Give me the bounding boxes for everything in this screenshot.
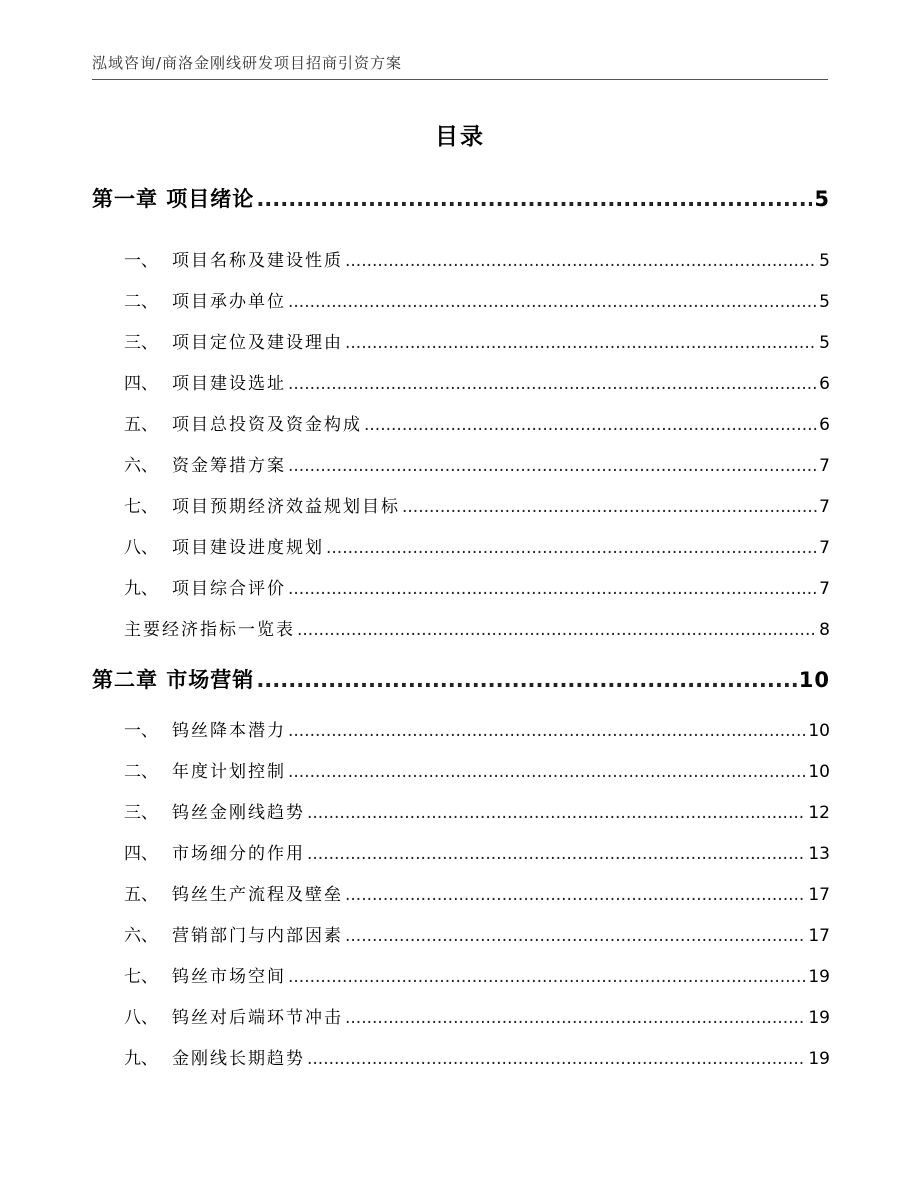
header-divider <box>92 79 828 80</box>
toc-entry[interactable] <box>92 716 830 741</box>
dot-leader <box>364 415 817 435</box>
toc-page-number: 6 <box>819 415 830 435</box>
toc-entry-number: 三、 <box>124 803 158 823</box>
toc-chapter-label: 第一章 项目绪论 <box>92 187 255 211</box>
toc-entry[interactable] <box>92 1044 830 1069</box>
dot-leader <box>307 1049 806 1069</box>
dot-leader <box>288 579 817 599</box>
toc-page-number: 12 <box>808 803 830 823</box>
dot-leader <box>307 803 806 823</box>
toc-entry-label: 钨丝市场空间 <box>172 967 286 987</box>
toc-page-number: 10 <box>808 762 830 782</box>
toc-entry-number: 九、 <box>124 1049 158 1069</box>
dot-leader <box>297 620 817 640</box>
dot-leader <box>288 292 817 312</box>
dot-leader <box>288 762 806 782</box>
dot-leader <box>256 668 796 692</box>
dot-leader <box>288 721 806 741</box>
dot-leader <box>345 1008 806 1028</box>
toc-entry-number: 七、 <box>124 967 158 987</box>
toc-entry-number: 七、 <box>124 497 158 517</box>
toc-entry-label: 项目综合评价 <box>172 579 286 599</box>
toc-entry-number: 四、 <box>124 374 158 394</box>
toc-entry-number: 六、 <box>124 456 158 476</box>
toc-entry-number: 二、 <box>124 292 158 312</box>
toc-page-number: 7 <box>819 579 830 599</box>
toc-page-number: 5 <box>819 292 830 312</box>
toc-page-number: 7 <box>819 538 830 558</box>
toc-page-number: 17 <box>808 885 830 905</box>
toc-entry-label: 项目名称及建设性质 <box>172 251 343 271</box>
toc-entry-label: 资金筹措方案 <box>172 456 286 476</box>
toc-chapter-2[interactable] <box>92 664 830 694</box>
toc-entry-number: 九、 <box>124 579 158 599</box>
toc-entry-label: 主要经济指标一览表 <box>124 620 295 640</box>
toc-entry-number: 六、 <box>124 926 158 946</box>
dot-leader <box>345 333 817 353</box>
dot-leader <box>256 187 812 211</box>
toc-entry-number: 一、 <box>124 251 158 271</box>
toc-entry[interactable] <box>92 451 830 476</box>
toc-entry-label: 金刚线长期趋势 <box>172 1049 305 1069</box>
toc-entry-number: 一、 <box>124 721 158 741</box>
toc-entry-number: 八、 <box>124 1008 158 1028</box>
dot-leader <box>345 885 806 905</box>
toc-page-number: 5 <box>814 187 830 211</box>
toc-page-number: 19 <box>808 1008 830 1028</box>
toc-entry[interactable] <box>92 246 830 271</box>
toc-entry[interactable] <box>92 492 830 517</box>
toc-entry[interactable] <box>92 574 830 599</box>
dot-leader <box>345 926 806 946</box>
toc-title: 目录 <box>435 124 485 150</box>
toc-entry[interactable] <box>92 287 830 312</box>
toc-entry-label: 项目承办单位 <box>172 292 286 312</box>
toc-entry-label: 项目建设选址 <box>172 374 286 394</box>
toc-page-number: 8 <box>819 620 830 640</box>
toc-page-number: 13 <box>808 844 830 864</box>
header-text: 泓域咨询/商洛金刚线研发项目招商引资方案 <box>92 54 403 72</box>
toc-entry-number: 五、 <box>124 885 158 905</box>
toc-entry-label: 钨丝金刚线趋势 <box>172 803 305 823</box>
toc-page-number: 10 <box>798 668 830 692</box>
toc-entry-label: 钨丝生产流程及壁垒 <box>172 885 343 905</box>
toc-entry[interactable] <box>92 369 830 394</box>
toc-entry[interactable] <box>92 328 830 353</box>
toc-entry[interactable] <box>92 839 830 864</box>
toc-entry-label: 钨丝对后端环节冲击 <box>172 1008 343 1028</box>
toc-page-number: 7 <box>819 456 830 476</box>
toc-entry[interactable] <box>92 615 830 640</box>
toc-entry-label: 项目总投资及资金构成 <box>172 415 362 435</box>
toc-page-number: 19 <box>808 967 830 987</box>
toc-entry-number: 五、 <box>124 415 158 435</box>
toc-entry-label: 营销部门与内部因素 <box>172 926 343 946</box>
dot-leader <box>288 456 817 476</box>
toc-entry-label: 项目建设进度规划 <box>172 538 324 558</box>
dot-leader <box>307 844 806 864</box>
toc-entry-label: 年度计划控制 <box>172 762 286 782</box>
toc-page-number: 10 <box>808 721 830 741</box>
toc-entry[interactable] <box>92 757 830 782</box>
dot-leader <box>345 251 817 271</box>
toc-entry[interactable] <box>92 880 830 905</box>
toc-page-number: 5 <box>819 251 830 271</box>
toc-entry[interactable] <box>92 410 830 435</box>
toc-page-number: 17 <box>808 926 830 946</box>
dot-leader <box>326 538 817 558</box>
toc-entry-number: 二、 <box>124 762 158 782</box>
toc-page-number: 6 <box>819 374 830 394</box>
dot-leader <box>402 497 817 517</box>
toc-entry[interactable] <box>92 533 830 558</box>
toc-entry-number: 四、 <box>124 844 158 864</box>
toc-entry-number: 八、 <box>124 538 158 558</box>
toc-page-number: 19 <box>808 1049 830 1069</box>
toc-entry-label: 项目预期经济效益规划目标 <box>172 497 400 517</box>
dot-leader <box>288 374 817 394</box>
toc-chapter-label: 第二章 市场营销 <box>92 668 255 692</box>
toc-entry-number: 三、 <box>124 333 158 353</box>
dot-leader <box>288 967 806 987</box>
toc-entry-label: 项目定位及建设理由 <box>172 333 343 353</box>
toc-chapter-1[interactable] <box>92 183 830 213</box>
toc-entry[interactable] <box>92 962 830 987</box>
toc-page-number: 5 <box>819 333 830 353</box>
toc-entry[interactable] <box>92 1003 830 1028</box>
toc-entry-label: 市场细分的作用 <box>172 844 305 864</box>
toc-entry-label: 钨丝降本潜力 <box>172 721 286 741</box>
toc-entry[interactable] <box>92 798 830 823</box>
toc-entry[interactable] <box>92 921 830 946</box>
toc-page-number: 7 <box>819 497 830 517</box>
